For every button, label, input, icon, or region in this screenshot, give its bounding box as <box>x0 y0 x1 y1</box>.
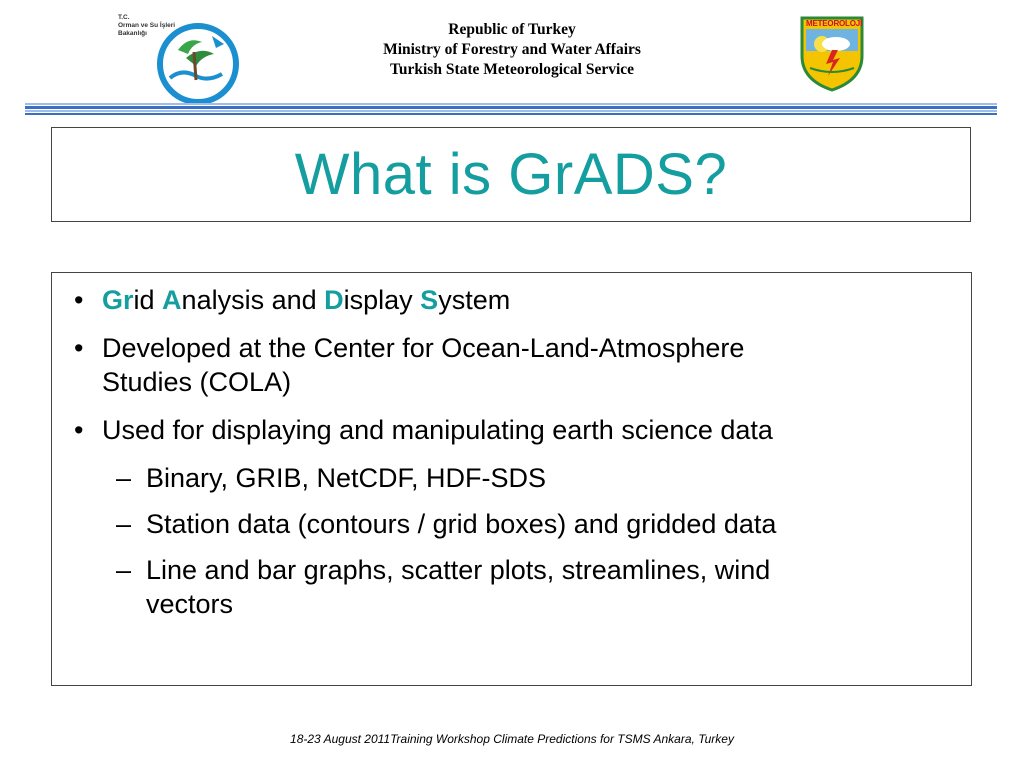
ministry-forestry-water-logo-icon <box>152 18 242 106</box>
institution-header <box>300 20 724 80</box>
dash-marker: – <box>116 509 132 539</box>
bullet-list <box>74 283 954 633</box>
acronym-word-rest: nalysis and <box>181 285 325 315</box>
title-box <box>51 127 971 222</box>
header-line-republic: Republic of Turkey <box>448 21 576 38</box>
ministry-name-text: T.C. Orman ve Su İşleri Bakanlığı <box>118 14 176 37</box>
sub-bullet-graph-types <box>74 553 954 621</box>
header-line-ministry: Ministry of Forestry and Water Affairs <box>383 41 641 58</box>
sub-bullet-text-line: Line and bar graphs, scatter plots, streamlines, wind <box>146 555 771 585</box>
ministry-logo <box>118 10 246 106</box>
slide-title: What is GrADS? <box>294 142 728 207</box>
bullet-developed-at-cola <box>74 331 954 399</box>
acronym-word-rest: isplay <box>343 285 421 315</box>
acronym-word-rest: id <box>133 285 163 315</box>
bullet-text-line: Developed at the Center for Ocean-Land-Atmosphere <box>102 333 745 363</box>
acronym-letter-gr: Gr <box>102 285 134 315</box>
acronym-word-rest: ystem <box>438 285 511 315</box>
acronym-letter-a: A <box>162 285 182 315</box>
dash-marker: – <box>116 555 132 585</box>
acronym-letter-s: S <box>420 285 439 315</box>
content-box <box>51 272 972 686</box>
sub-bullet-station-data <box>74 507 954 541</box>
bullet-used-for <box>74 413 954 447</box>
dash-marker: – <box>116 463 132 493</box>
sub-bullet-text-line: vectors <box>146 589 234 619</box>
bullet-text-line: Studies (COLA) <box>102 367 292 397</box>
sub-bullet-formats <box>74 461 954 495</box>
bullet-text: Used for displaying and manipulating earth science data <box>102 415 773 445</box>
header-line-tsms: Turkish State Meteorological Service <box>389 61 635 78</box>
bullet-grads-acronym <box>74 283 954 317</box>
meteorology-badge-label: METEOROLOJİ <box>806 19 863 28</box>
sub-bullet-text: Binary, GRIB, NetCDF, HDF-SDS <box>146 463 547 493</box>
meteorology-logo <box>800 16 864 92</box>
slide-footer: 18-23 August 2011Training Workshop Climate Predictions for TSMS Ankara, Turkey <box>290 732 734 746</box>
sub-bullet-text: Station data (contours / grid boxes) and gridded data <box>146 509 777 539</box>
header-divider <box>25 103 997 115</box>
acronym-letter-d: D <box>324 285 344 315</box>
